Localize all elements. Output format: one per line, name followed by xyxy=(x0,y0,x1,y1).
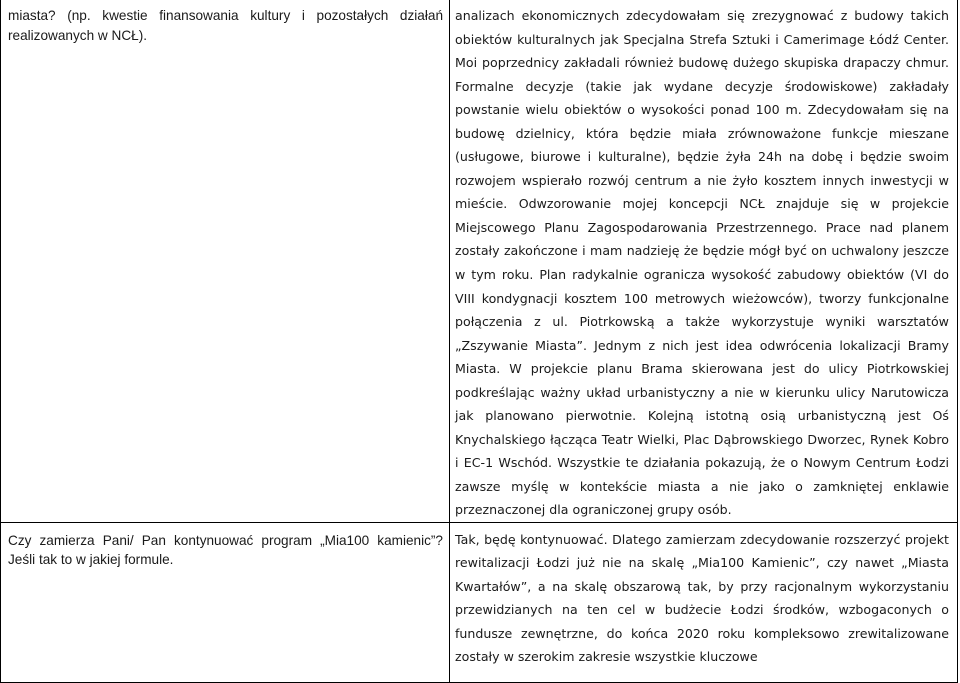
table-row xyxy=(1,523,958,683)
answer-cell xyxy=(450,523,958,683)
question-cell xyxy=(1,523,450,683)
answer-text: analizach ekonomicznych zdecydowałam się zrezygnować z budowy takich obiektów kulturalnych jak Specjalna Strefa Sztuki i Camerimage Łódź Center. Moi poprzednicy zakładali również budowę dużego skupiska drapaczy chmur. Formalne decyzje (takie jak wydane decyzje środowiskowe) zakładały powstanie wielu obiektów o wysokości ponad 100 m. Zdecydowałam się na budowę dzielnicy, która będzie miała zrównoważone funkcje mieszane (usługowe, biurowe i kulturalne), będzie żyła 24h na dobę i będzie swoim rozwojem wspierało rozwój centrum a nie żyło kosztem innych inwestycji w mieście. Odwzorowanie mojej koncepcji NCŁ znajduje się w projekcie Miejscowego Planu Zagospodarowania Przestrzennego. Prace nad planem zostały zakończone i mam nadzieję że będzie mógł być on uchwalony jeszcze w tym roku. Plan radykalnie ogranicza wysokość zabudowy obiektów (VI do VIII kondygnacji kosztem 100 metrowych wieżowców), tworzy funkcjonalne połączenia z ul. Piotrkowską a także wykorzystuje wyniki warsztatów „Zszywanie Miasta”. Jednym z nich jest idea odwrócenia lokalizacji Bramy Miasta. W projekcie planu Brama skierowana jest do ulicy Piotrkowskiej podkreślając ważny układ urbanistyczny a nie w kierunku ulicy Narutowicza jak planowano pierwotnie. Kolejną istotną osią urbanistyczną jest Oś Knychalskiego łącząca Teatr Wielki, Plac Dąbrowskiego Dworzec, Rynek Kobro i EC-1 Wschód. Wszystkie te działania pokazują, że o Nowym Centrum Łodzi zawsze myślę w kontekście miasta a nie jako o zamkniętej enklawie przeznaczonej dla ograniczonej grupy osób. xyxy=(455,8,949,518)
question-cell xyxy=(1,0,450,523)
question-text: miasta? (np. kwestie finansowania kultury i pozostałych działań realizowanych w NCŁ). xyxy=(8,8,443,43)
question-text: Czy zamierza Pani/ Pan kontynuować program „Mia100 kamienic”? Jeśli tak to w jakiej formule. xyxy=(8,533,443,567)
table-row xyxy=(1,0,958,523)
answer-cell xyxy=(450,0,958,523)
answer-text: Tak, będę kontynuować. Dlatego zamierzam zdecydowanie rozszerzyć projekt rewitalizacji Łodzi już nie na skalę „Mia100 Kamienic”, czy nawet „Miasta Kwartałów”, a na skalę obszarową tak, by przy racjonalnym wykorzystaniu przewidzianych na ten cel w budżecie Łodzi środków, wzbogaconych o fundusze zewnętrzne, do końca 2020 roku kompleksowo zrewitalizowane zostały w szerokim zakresie wszystkie kluczowe xyxy=(455,532,949,665)
